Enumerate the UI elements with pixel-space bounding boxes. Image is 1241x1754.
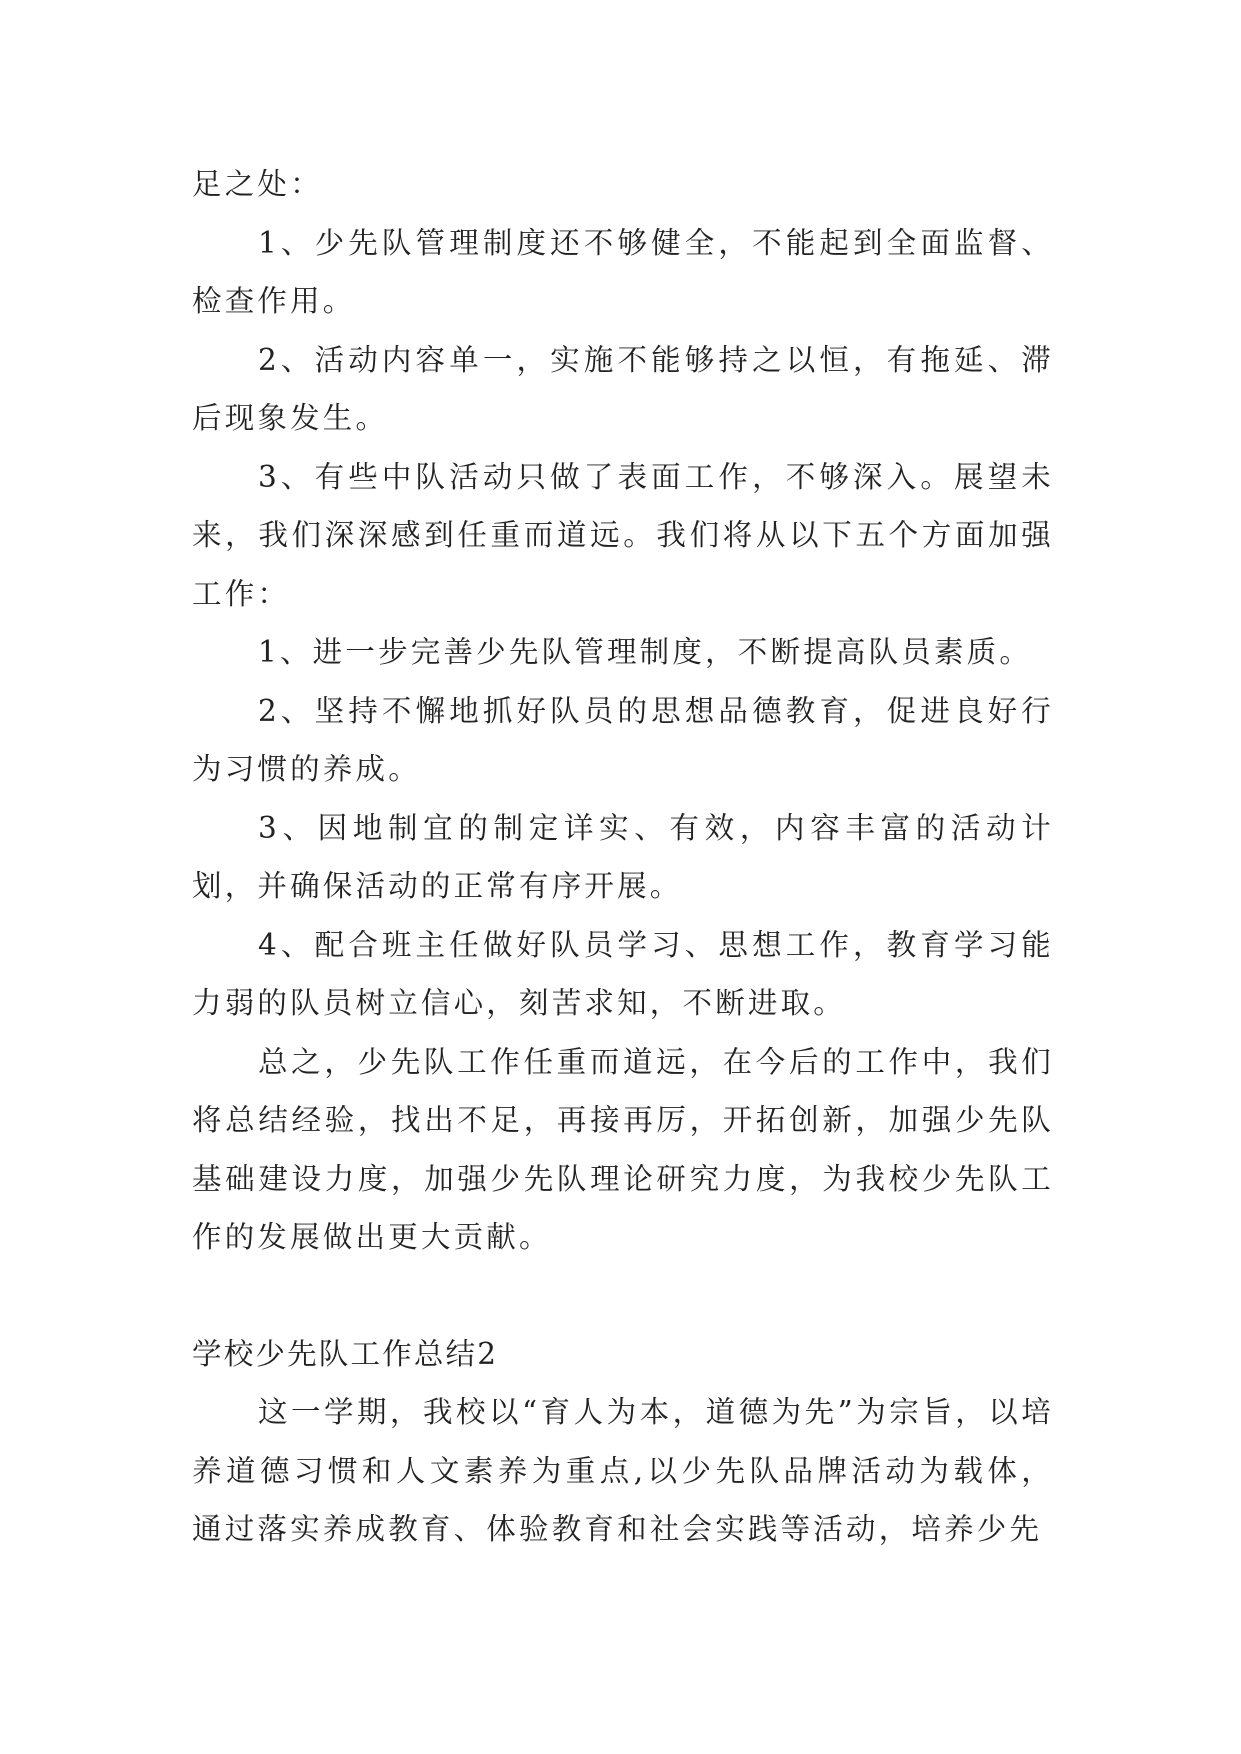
paragraph-plan-3: 3、因地制宜的制定详实、有效，内容丰富的活动计划，并确保活动的正常有序开展。: [192, 810, 1054, 903]
paragraph-shortcoming-2: 2、活动内容单一，实施不能够持之以恒，有拖延、滞后现象发生。: [192, 342, 1054, 435]
paragraph-continuation: 足之处：: [192, 167, 323, 201]
paragraph-section-intro: 这一学期，我校以“育人为本，道德为先”为宗旨，以培养道德习惯和人文素养为重点,以少先队品牌活动为载体，通过落实养成教育、体验教育和社会实践等活动，培养少先: [192, 1395, 1054, 1546]
paragraph-plan-4: 4、配合班主任做好队员学习、思想工作，教育学习能力弱的队员树立信心，刻苦求知，不断进取。: [192, 927, 1054, 1020]
section-heading: 学校少先队工作总结2: [192, 1336, 499, 1371]
document-page: [192, 155, 1054, 1559]
paragraph-plan-2: 2、坚持不懈地抓好队员的思想品德教育，促进良好行为习惯的养成。: [192, 693, 1054, 786]
paragraph-shortcoming-3: 3、有些中队活动只做了表面工作，不够深入。展望未来，我们深深感到任重而道远。我们将从以下五个方面加强工作：: [192, 459, 1054, 611]
paragraph-plan-1: 1、进一步完善少先队管理制度，不断提高队员素质。: [258, 635, 1033, 669]
paragraph-conclusion: 总之，少先队工作任重而道远，在今后的工作中，我们将总结经验，找出不足，再接再厉，开拓创新，加强少先队基础建设力度，加强少先队理论研究力度，为我校少先队工作的发展做出更大贡献。: [192, 1044, 1054, 1254]
paragraph-shortcoming-1: 1、少先队管理制度还不够健全，不能起到全面监督、检查作用。: [192, 225, 1054, 318]
